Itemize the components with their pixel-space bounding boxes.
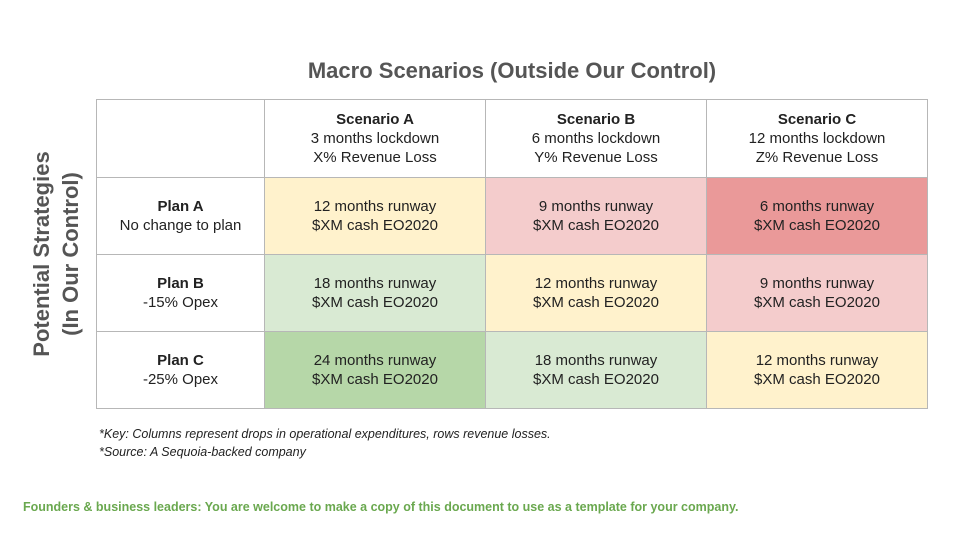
outcome-cell [707,332,928,409]
runway-text: 12 months runway [755,352,879,369]
outcome-cell [486,255,707,332]
strategies-title-line: Potential Strategies [29,151,54,357]
scenario-loss: Z% Revenue Loss [755,149,879,166]
scenario-name: Scenario C [777,111,857,128]
page-title: Macro Scenarios (Outside Our Control) [307,58,717,83]
corner-cell [97,100,265,178]
plan-detail: -25% Opex [142,371,219,388]
plan-name: Plan A [157,198,204,215]
scenario-loss: X% Revenue Loss [313,149,437,166]
scenario-loss: Y% Revenue Loss [534,149,658,166]
plan-name: Plan C [157,352,204,369]
outcome-cell [707,255,928,332]
cash-text: $XM cash EO2020 [754,294,880,311]
plan-row-b [97,255,928,332]
scenario-lockdown: 6 months lockdown [531,130,661,147]
runway-text: 9 months runway [538,198,654,215]
runway-text: 12 months runway [313,198,437,215]
scenario-lockdown: 12 months lockdown [748,130,886,147]
scenario-name: Scenario B [556,111,636,128]
plan-header-c [97,332,265,409]
scenario-lockdown: 3 months lockdown [310,130,440,147]
cash-text: $XM cash EO2020 [754,371,880,388]
runway-text: 9 months runway [759,275,875,292]
scenario-header-a [265,100,486,178]
outcome-cell [707,178,928,255]
source-note: *Source: A Sequoia-backed company [99,445,306,459]
cash-text: $XM cash EO2020 [312,371,438,388]
cash-text: $XM cash EO2020 [312,294,438,311]
cash-text: $XM cash EO2020 [533,294,659,311]
cash-text: $XM cash EO2020 [312,217,438,234]
outcome-cell [265,255,486,332]
key-note: *Key: Columns represent drops in operational expenditures, rows revenue losses. [99,427,551,441]
outcome-cell [486,178,707,255]
runway-text: 12 months runway [534,275,658,292]
scenario-header-c [707,100,928,178]
scenario-matrix [96,99,928,409]
plan-header-a [97,178,265,255]
outcome-cell [265,332,486,409]
scenario-header-b [486,100,707,178]
outcome-cell [486,332,707,409]
plan-detail: No change to plan [119,217,242,234]
outcome-cell [265,178,486,255]
scenario-name: Scenario A [336,111,414,128]
runway-text: 18 months runway [313,275,437,292]
header-row [97,100,928,178]
runway-text: 24 months runway [313,352,437,369]
cash-text: $XM cash EO2020 [533,217,659,234]
strategies-axis-title [27,151,85,356]
plan-detail: -15% Opex [142,294,219,311]
footer-message: Founders & business leaders: You are welcome to make a copy of this document to use as a template for your company. [23,500,739,514]
key-notes [99,425,551,461]
plan-header-b [97,255,265,332]
plan-name: Plan B [157,275,204,292]
runway-text: 18 months runway [534,352,658,369]
strategies-title-line: (In Our Control) [58,172,83,336]
plan-row-c [97,332,928,409]
cash-text: $XM cash EO2020 [754,217,880,234]
plan-row-a [97,178,928,255]
runway-text: 6 months runway [759,198,875,215]
cash-text: $XM cash EO2020 [533,371,659,388]
